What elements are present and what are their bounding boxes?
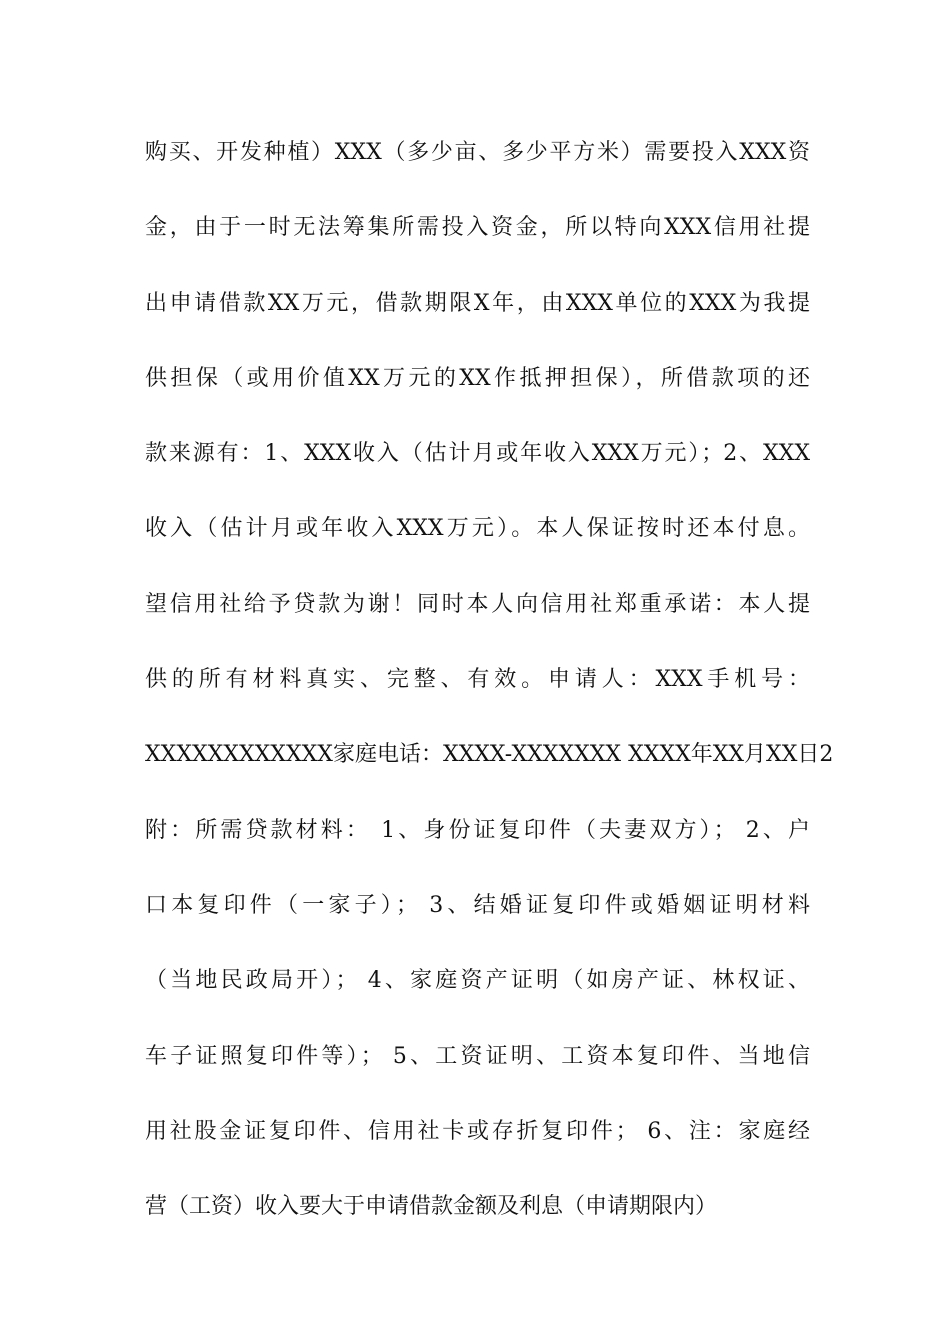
- text-line: 出申请借款XX万元，借款期限X年，由XXX单位的XXX为我提: [145, 290, 810, 316]
- text-line: 附：所需贷款材料： 1、身份证复印件（夫妻双方）； 2、户: [145, 817, 810, 843]
- text-line: 供担保（或用价值XX万元的XX作抵押担保），所借款项的还: [145, 365, 810, 391]
- text-line: 营（工资）收入要大于申请借款金额及利息（申请期限内）: [145, 1194, 718, 1220]
- text-line: 供的所有材料真实、完整、有效。申请人：XXX手机号：: [145, 667, 810, 693]
- text-line: 购买、开发种植）XXX（多少亩、多少平方米）需要投入XXX资: [145, 140, 810, 165]
- body-text: [145, 126, 834, 1255]
- text-line: 金，由于一时无法筹集所需投入资金，所以特向XXX信用社提: [145, 215, 810, 241]
- text-line: 车子证照复印件等）； 5、工资证明、工资本复印件、当地信: [145, 1043, 810, 1069]
- text-line: 收入（估计月或年收入XXX万元）。本人保证按时还本付息。: [145, 516, 810, 542]
- text-line: 望信用社给予贷款为谢！同时本人向信用社郑重承诺：本人提: [145, 591, 810, 617]
- text-line: 口本复印件（一家子）； 3、结婚证复印件或婚姻证明材料: [145, 892, 810, 918]
- text-line: XXXXXXXXXXXX家庭电话：XXXX-XXXXXXX XXXX年XX月XX日2: [145, 742, 834, 768]
- text-line: 用社股金证复印件、信用社卡或存折复印件； 6、注：家庭经: [145, 1118, 810, 1144]
- text-line: （当地民政局开）； 4、家庭资产证明（如房产证、林权证、: [145, 968, 810, 994]
- text-line: 款来源有：1、XXX收入（估计月或年收入XXX万元）；2、XXX: [145, 441, 810, 467]
